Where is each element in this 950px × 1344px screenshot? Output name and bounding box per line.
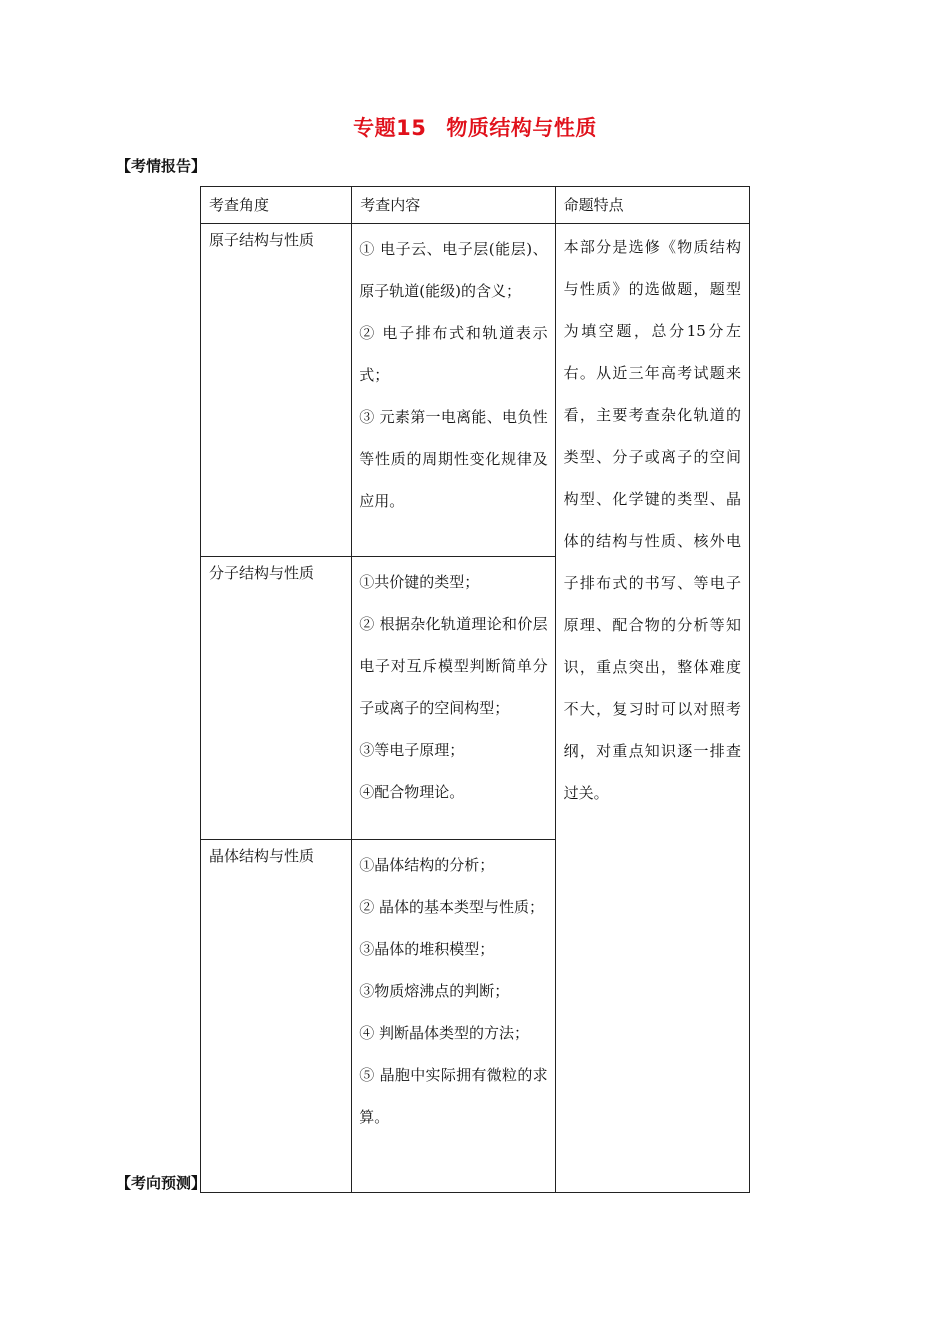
column-header: 考查角度 [201, 187, 352, 224]
content-item: ② 根据杂化轨道理论和价层电子对互斥模型判断简单分子或离子的空间构型； [359, 615, 548, 717]
content-item: ①晶体结构的分析； [359, 856, 495, 874]
content-cell [352, 840, 555, 1193]
title-main: 物质结构与性质 [446, 116, 597, 140]
content-item: ⑤ 晶胞中实际拥有微粒的求算。 [359, 1066, 548, 1126]
column-header: 考查内容 [352, 187, 555, 224]
content-item: ③ 元素第一电离能、电负性等性质的周期性变化规律及应用。 [359, 408, 548, 510]
section-heading-report: 【考情报告】 [116, 157, 207, 175]
angle-cell: 分子结构与性质 [201, 557, 352, 840]
page-title [0, 112, 950, 142]
angle-cell: 晶体结构与性质 [201, 840, 352, 1193]
content-item: ② 晶体的基本类型与性质； [359, 898, 545, 916]
features-cell: 本部分是选修《物质结构与性质》的选做题，题型为填空题，总分15分左右。从近三年高考试题来看，主要考查杂化轨道的类型、分子或离子的空间构型、化学键的类型、晶体的结构与性质、核外电子排布式的书写、等电子原理、配合物的分析等知识，重点突出，整体难度不大，复习时可以对照考纲，对重点知识逐一排查过关。 [555, 224, 749, 1193]
table-header-row [201, 187, 750, 224]
content-item: ①共价键的类型； [359, 573, 480, 591]
content-item: ① 电子云、电子层(能层)、原子轨道(能级)的含义； [359, 240, 548, 300]
content-item: ③物质熔沸点的判断； [359, 982, 510, 1000]
title-prefix: 专题15 [353, 116, 427, 140]
content-item: ④ 判断晶体类型的方法； [359, 1024, 530, 1042]
table-row [201, 224, 750, 557]
content-item: ③晶体的堆积模型； [359, 940, 495, 958]
content-cell [352, 557, 555, 840]
content-item: ② 电子排布式和轨道表示式； [359, 324, 548, 384]
exam-report-table [200, 186, 750, 1193]
column-header: 命题特点 [555, 187, 749, 224]
angle-cell: 原子结构与性质 [201, 224, 352, 557]
content-item: ④配合物理论。 [359, 783, 465, 801]
content-cell [352, 224, 555, 557]
section-heading-forecast: 【考向预测】 [116, 1174, 207, 1192]
content-item: ③等电子原理； [359, 741, 465, 759]
